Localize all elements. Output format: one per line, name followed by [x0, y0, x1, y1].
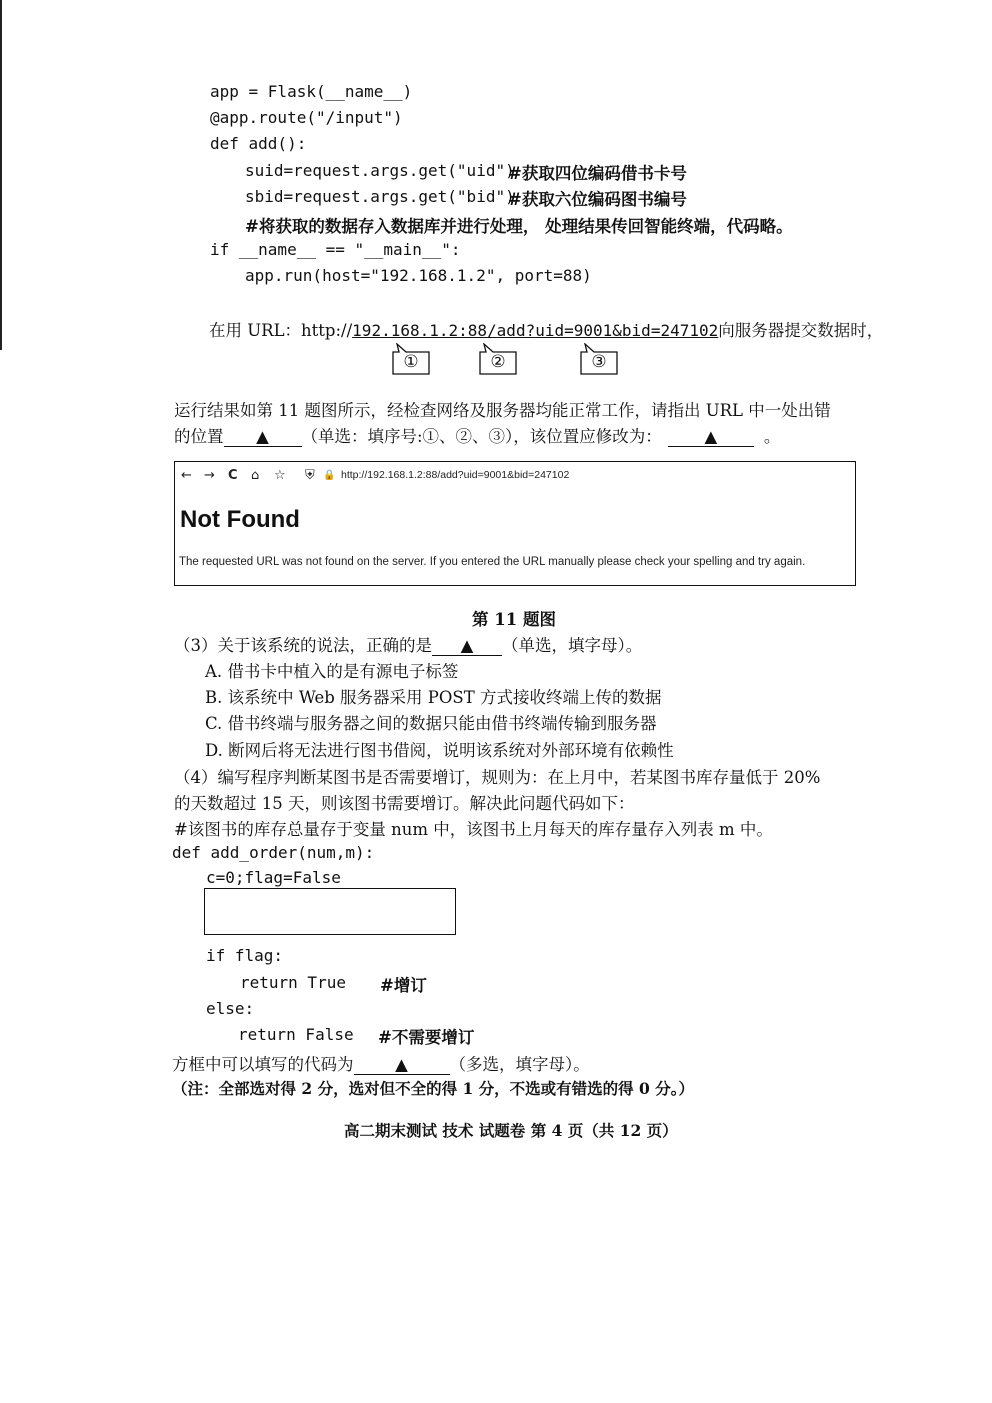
q4-answer-line: [172, 1051, 590, 1075]
url-segment-1: 192.168.1.2:88: [352, 321, 488, 340]
home-icon: ⌂: [251, 468, 260, 483]
marker-2: [479, 343, 517, 372]
shield-icon: ⛨: [305, 468, 315, 483]
marker-3: [580, 343, 618, 372]
lock-icon: 🔒: [323, 470, 336, 481]
code-line: c=0;flag=False: [206, 868, 341, 887]
marker-label: ①: [403, 352, 419, 372]
address-bar-url: http://192.168.1.2:88/add?uid=9001&bid=247102: [341, 469, 570, 481]
code-line: def add():: [210, 134, 307, 153]
page-title: Not Found: [180, 506, 300, 533]
marker-1: [392, 343, 430, 372]
reload-icon: C: [228, 468, 238, 483]
answer-box: [204, 888, 456, 935]
q4-line: （4）编写程序判断某图书是否需要增订，规则为：在上月中，若某图书库存量低于 20%: [174, 768, 821, 787]
code-line: app.run(host="192.168.1.2", port=88): [245, 266, 592, 285]
code-line: else:: [206, 999, 255, 1018]
q4-line: 的天数超过 15 天，则该图书需要增订。解决此问题代码如下：: [174, 794, 635, 813]
url-segment-3: uid=9001&bid=247102: [535, 321, 719, 340]
answer-blank: ▲: [668, 427, 754, 447]
error-message: The requested URL was not found on the server. If you entered the URL manually please check your spelling and try again.: [179, 556, 806, 568]
page-footer: 高二期末测试 技术 试题卷 第 4 页（共 12 页）: [344, 1121, 678, 1140]
figure-caption: 第 11 题图: [472, 610, 556, 629]
code-comment: #获取六位编码图书编号: [508, 190, 687, 209]
q3-option-c: C. 借书终端与服务器之间的数据只能由借书终端传输到服务器: [205, 714, 657, 733]
browser-screenshot: [174, 461, 856, 586]
q3-option-a: A. 借书卡中植入的是有源电子标签: [205, 662, 459, 681]
marker-label: ②: [490, 352, 506, 372]
period: 。: [763, 427, 781, 446]
url-separator: ?: [525, 321, 536, 340]
question-text: （多选，填字母）。: [449, 1055, 590, 1074]
marker-label: ③: [591, 352, 607, 372]
code-comment: #获取四位编码借书卡号: [508, 164, 687, 183]
url-suffix: 向服务器提交数据时，: [718, 321, 884, 340]
q3-option-d: D. 断网后将无法进行图书借阅，说明该系统对外部环境有依赖性: [205, 741, 674, 760]
code-line: return False: [238, 1025, 354, 1044]
q4-line: #该图书的库存总量存于变量 num 中，该图书上月每天的库存量存入列表 m 中。: [174, 820, 773, 839]
code-line: def add_order(num,m):: [172, 843, 375, 862]
code-line: if __name__ == "__main__":: [210, 240, 461, 259]
scan-edge: [0, 0, 2, 350]
question-text: （3）关于该系统的说法，正确的是: [174, 636, 432, 655]
bookmark-star-icon: ☆: [274, 468, 286, 483]
code-line: @app.route("/input"): [210, 108, 403, 127]
question-text: 方框中可以填写的代码为: [172, 1055, 354, 1074]
url-prefix: 在用 URL：http://: [209, 321, 353, 340]
question-text: 的位置: [174, 427, 224, 446]
code-comment: #增订: [380, 976, 427, 995]
q3-stem: [174, 632, 642, 656]
code-comment: #不需要增订: [378, 1028, 475, 1047]
code-comment: #将获取的数据存入数据库并进行处理， 处理结果传回智能终端，代码略。: [245, 217, 793, 236]
answer-blank: ▲: [224, 427, 302, 447]
scoring-note: （注：全部选对得 2 分，选对但不全的得 1 分，不选或有错选的得 0 分。）: [172, 1079, 694, 1098]
q3-option-b: B. 该系统中 Web 服务器采用 POST 方式接收终端上传的数据: [205, 688, 662, 707]
question-text: （单选，填字母）。: [502, 636, 643, 655]
code-line: sbid=request.args.get("bid"): [245, 187, 515, 206]
answer-blank: ▲: [354, 1055, 450, 1075]
url-separator: /: [487, 321, 497, 340]
code-line: return True: [240, 973, 346, 992]
url-segment-2: add: [496, 321, 526, 340]
code-line: suid=request.args.get("uid"): [245, 161, 515, 180]
back-icon: ←: [181, 468, 192, 483]
url-sentence: [209, 317, 883, 341]
question-line: [174, 423, 780, 447]
question-text: （单选：填序号:①、②、③），该位置应修改为：: [301, 427, 662, 446]
code-line: app = Flask(__name__): [210, 82, 413, 101]
answer-blank: ▲: [432, 636, 502, 656]
question-line: 运行结果如第 11 题图所示，经检查网络及服务器均能正常工作，请指出 URL 中一处出错: [174, 401, 831, 420]
forward-icon: →: [204, 468, 215, 483]
code-line: if flag:: [206, 946, 284, 965]
